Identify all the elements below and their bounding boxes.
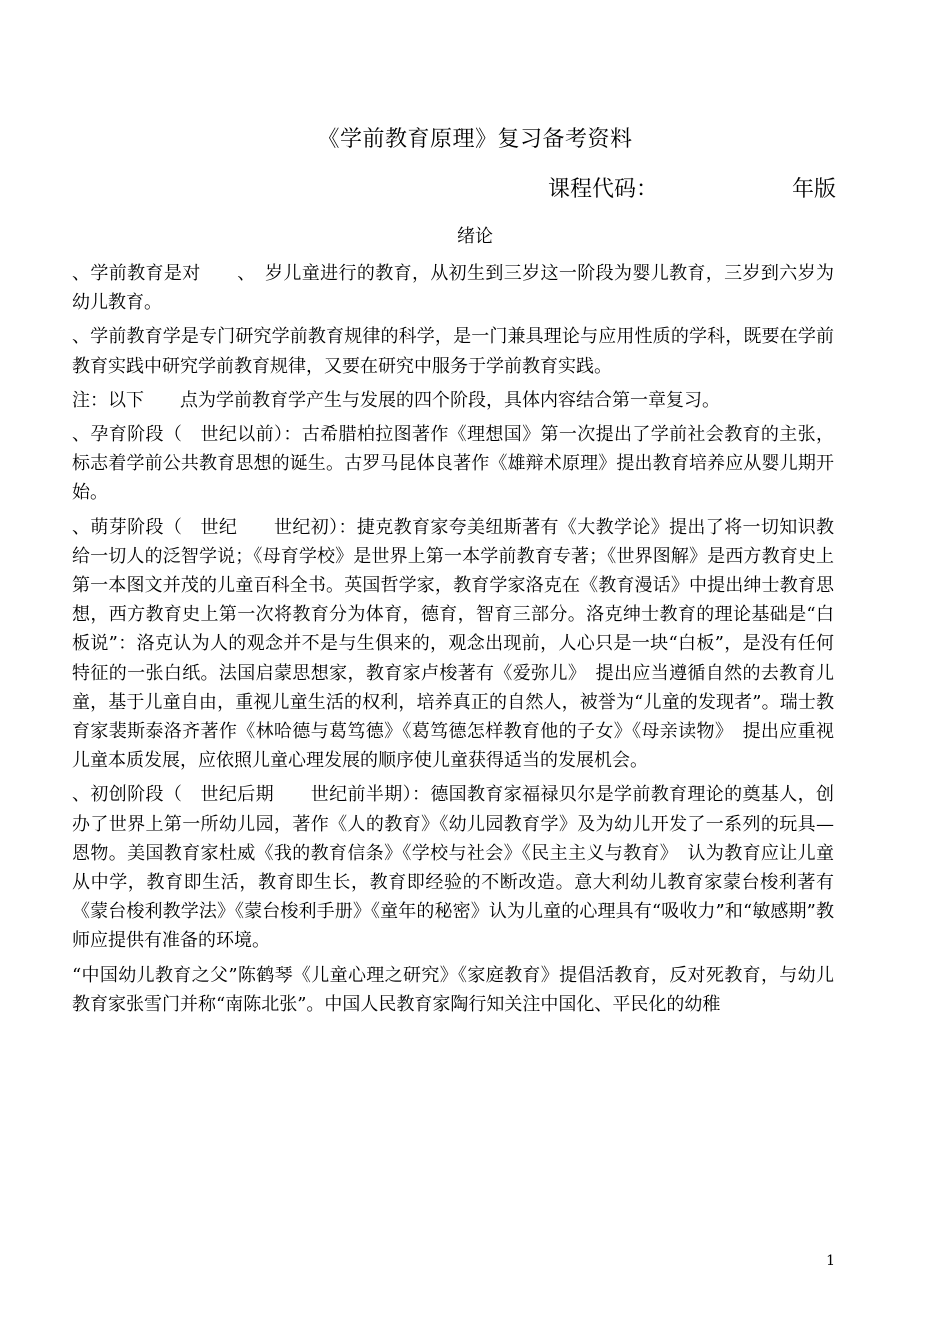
paragraph: 、初创阶段（ 世纪后期 世纪前半期）：德国教育家福禄贝尔是学前教育理论的奠基人，创办了世界上第一所幼儿园，著作《人的教育》《幼儿园教育学》及为幼儿开发了一系列的玩具—恩物。美国教育家杜威《我的教育信条》《学校与社会》《民主主义与教育》 认为教育应让儿童从中学，教育即生活，教育即生长，教育即经验的不断改造。意大利幼儿教育家蒙台梭利著有《蒙台梭利教学法》《蒙台梭利手册》《童年的秘密》认为儿童的心理具有“吸收力”和“敏感期”教师应提供有准备的环境。	[72, 784, 834, 952]
paragraph: 、孕育阶段（ 世纪以前）：古希腊柏拉图著作《理想国》第一次提出了学前社会教育的主张，标志着学前公共教育思想的诞生。古罗马昆体良著作《雄辩术原理》提出教育培养应从婴儿期开始。	[72, 424, 834, 504]
document-title: 《学前教育原理》复习备考资料	[317, 127, 633, 152]
paragraph: 、学前教育学是专门研究学前教育规律的科学，是一门兼具理论与应用性质的学科，既要在学前教育实践中研究学前教育规律，又要在研究中服务于学前教育实践。	[72, 326, 834, 377]
paragraph: 、学前教育是对 、 岁儿童进行的教育，从初生到三岁这一阶段为婴儿教育，三岁到六岁为幼儿教育。	[72, 263, 834, 314]
paragraph: 、萌芽阶段（ 世纪 世纪初）：捷克教育家夸美纽斯著有《大教学论》提出了将一切知识教给一切人的泛智学说；《母育学校》是世界上第一本学前教育专著；《世界图解》是西方教育史上第一本图文并茂的儿童百科全书。英国哲学家，教育学家洛克在《教育漫话》中提出绅士教育思想，西方教育史上第一次将教育分为体育，德育，智育三部分。洛克绅士教育的理论基础是“白板说”：洛克认为人的观念并不是与生俱来的，观念出现前，人心只是一块“白板”，是没有任何特征的一张白纸。法国启蒙思想家，教育家卢梭著有《爱弥儿》 提出应当遵循自然的去教育儿童，基于儿童自由，重视儿童生活的权利，培养真正的自然人，被誉为“儿童的发现者”。瑞士教育家裴斯泰洛齐著作《林哈德与葛笃德》《葛笃德怎样教育他的子女》《母亲读物》 提出应重视儿童本质发展，应依照儿童心理发展的顺序使儿童获得适当的发展机会。	[72, 516, 834, 772]
paragraph: “中国幼儿教育之父”陈鹤琴《儿童心理之研究》《家庭教育》提倡活教育，反对死教育，与幼儿教育家张雪门并称“南陈北张”。中国人民教育家陶行知关注中国化、平民化的幼稚	[72, 964, 834, 1015]
course-code-label: 课程代码：	[548, 177, 659, 202]
document-body	[72, 259, 834, 1024]
paragraph: 注：以下 点为学前教育学产生与发展的四个阶段，具体内容结合第一章复习。	[72, 389, 720, 411]
course-info-line	[548, 172, 836, 204]
page-number: 1	[826, 1253, 835, 1269]
edition-year-label: 年版	[791, 177, 836, 202]
section-heading: 绪论	[457, 226, 493, 247]
